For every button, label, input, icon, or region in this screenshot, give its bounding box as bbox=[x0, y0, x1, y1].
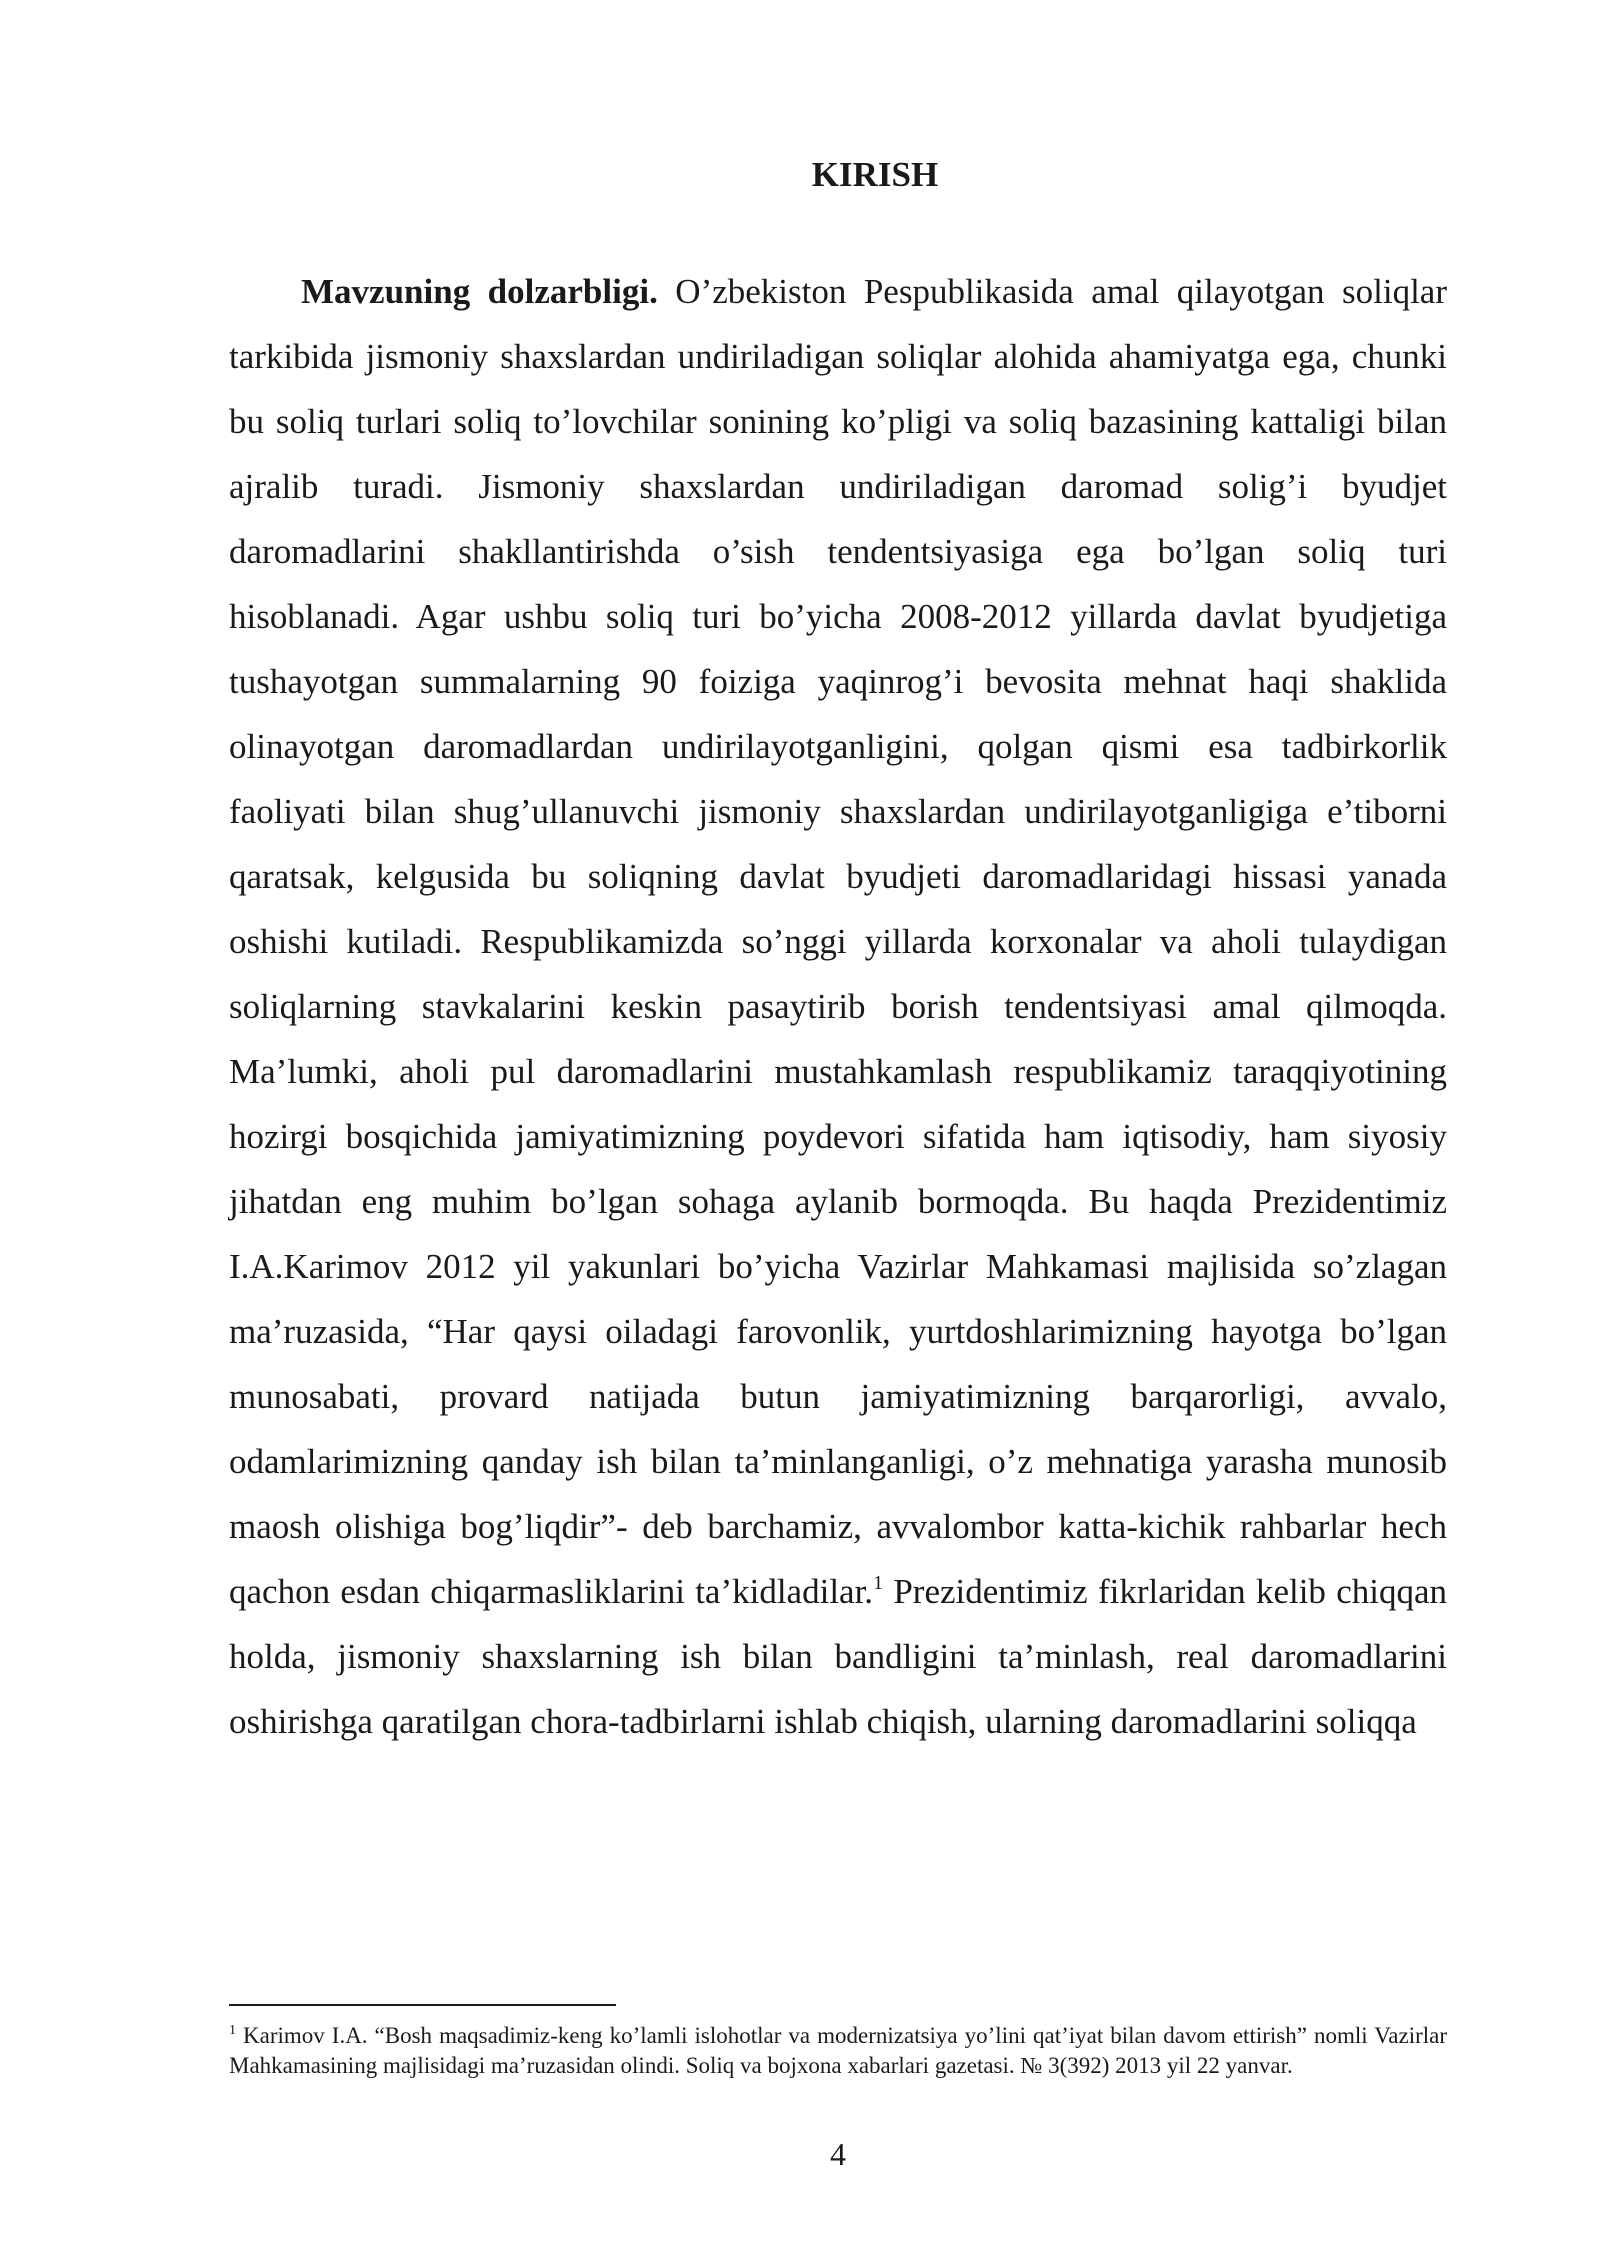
footnote-marker: 1 bbox=[229, 2023, 236, 2038]
body-paragraph bbox=[229, 259, 1447, 1754]
paragraph-text-part1: O’zbekiston Pespublikasida amal qilayotgan soliqlar tarkibida jismoniy shaxslardan undiriladigan soliqlar alohida ahamiyatga ega, chunki bu soliq turlari soliq to’lovchilar sonining ko’pligi va soliq bazasining kattaligi bilan ajralib turadi. Jismoniy shaxslardan undiriladigan daromad solig’i byudjet daromadlarini shakllantirishda o’sish tendentsiyasiga ega bo’lgan soliq turi hisoblanadi. Agar ushbu soliq turi bo’yicha 2008-2012 yillarda davlat byudjetiga tushayotgan summalarning 90 foiziga yaqinrog’i bevosita mehnat haqi shaklida olinayotgan daromadlardan undirilayotganligini, qolgan qismi esa tadbirkorlik faoliyati bilan shug’ullanuvchi jismoniy shaxslardan undirilayotganligiga e’tiborni qaratsak, kelgusida bu soliqning davlat byudjeti daromadlaridagi hissasi yanada oshishi kutiladi. Respublikamizda so’nggi yillarda korxonalar va aholi tulaydigan soliqlarning stavkalarini keskin pasaytirib borish tendentsiyasi amal qilmoqda. Ma’lumki, aholi pul daromadlarini mustahkamlash respublikamiz taraqqiyotining hozirgi bosqichida jamiyatimizning poydevori sifatida ham iqtisodiy, ham siyosiy jihatdan eng muhim bo’lgan sohaga aylanib bormoqda. Bu haqda Prezidentimiz I.A.Karimov 2012 yil yakunlari bo’yicha Vazirlar Mahkamasi majlisida so’zlagan ma’ruzasida, “Har qaysi oiladagi farovonlik, yurtdoshlarimizning hayotga bo’lgan munosabati, provard natijada butun jamiyatimizning barqarorligi, avvalo, odamlarimizning qanday ish bilan ta’minlanganligi, o’z mehnatiga yarasha munosib maosh olishiga bog’liqdir”- deb barchamiz, avvalombor katta-kichik rahbarlar hech qachon esdan chiqarmasliklarini ta’kidladilar. bbox=[229, 272, 1447, 1611]
footnote bbox=[229, 2021, 1447, 2081]
paragraph-text-part2: Prezidentimiz fikrlaridan kelib chiqqan holda, jismoniy shaxslarning ish bilan bandligini ta’minlash, real daromadlarini oshirishga qaratilgan chora-tadbirlarni ishlab chiqish, ularning daromadlarini soliqqa bbox=[229, 1572, 1447, 1741]
footnote-text: Karimov I.A. “Bosh maqsadimiz-keng ko’lamli islohotlar va modernizatsiya yo’lini qat’iyat bilan davom ettirish” nomli Vazirlar Mahkamasining majlisidagi ma’ruzasidan olindi. Soliq va bojxona xabarlari gazetasi. № 3(392) 2013 yil 22 yanvar. bbox=[229, 2023, 1447, 2078]
paragraph-lead: Mavzuning dolzarbligi. bbox=[301, 272, 658, 311]
footnote-reference: 1 bbox=[873, 1572, 884, 1594]
page-number: 4 bbox=[830, 2136, 846, 2172]
footnote-separator bbox=[229, 2004, 616, 2006]
section-heading: KIRISH bbox=[811, 155, 939, 194]
